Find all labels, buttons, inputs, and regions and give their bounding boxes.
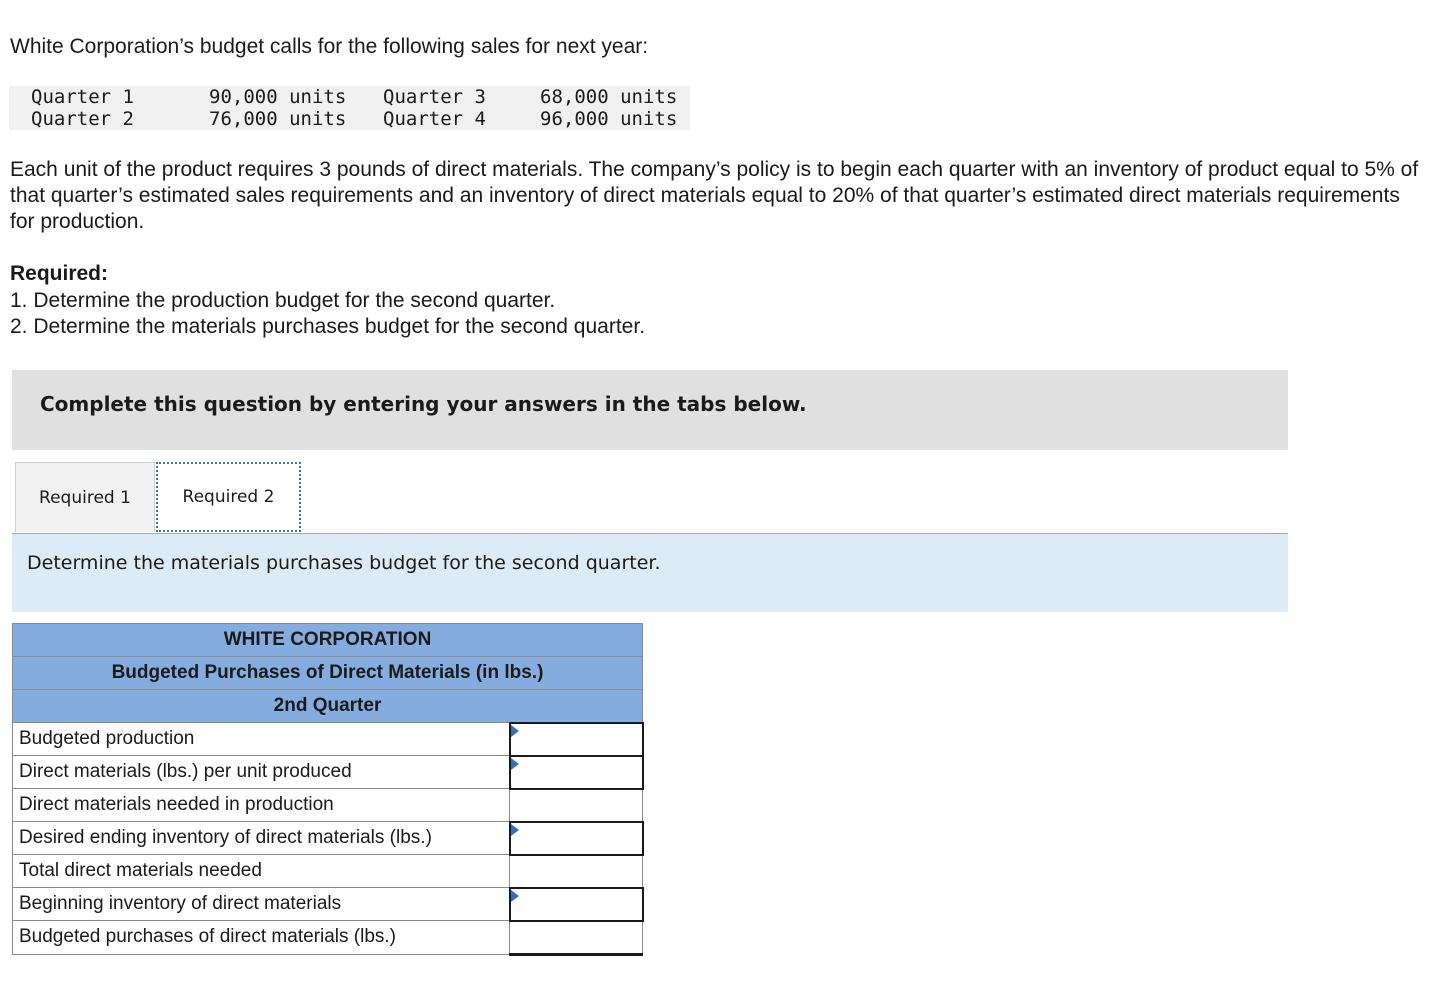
quarter-units: 90,000 units xyxy=(209,86,383,108)
tab-label: Required 2 xyxy=(182,487,275,507)
row-label: Total direct materials needed xyxy=(13,855,510,888)
sales-table xyxy=(9,86,690,130)
sales-row xyxy=(9,108,690,130)
intro-text: White Corporation’s budget calls for the following sales for next year: xyxy=(10,35,649,58)
instruction-box xyxy=(12,370,1288,450)
required-heading: Required: xyxy=(10,262,109,285)
value-cell xyxy=(510,822,643,855)
header-row xyxy=(13,624,643,657)
value-cell xyxy=(510,888,643,921)
value-cell xyxy=(510,723,643,756)
total-materials-needed-input[interactable] xyxy=(510,856,642,887)
problem-paragraph: Each unit of the product requires 3 pounds of direct materials. The company’s policy is to begin each quarter with an inventory of product equal to 5% of that quarter’s estimated sales requirements and an inventory of direct materials equal to 20% of that quarter’s estimated direct materials requirements for production. xyxy=(10,158,1419,233)
quarter-units: 76,000 units xyxy=(209,108,383,130)
budget-table xyxy=(12,623,644,956)
value-cell xyxy=(510,789,643,822)
row-label: Direct materials needed in production xyxy=(13,789,510,822)
table-row xyxy=(13,888,643,921)
row-label: Beginning inventory of direct materials xyxy=(13,888,510,921)
quarter-units: 68,000 units xyxy=(540,86,690,108)
desired-ending-inventory-input[interactable] xyxy=(511,823,642,854)
tab-description: Determine the materials purchases budget for the second quarter. xyxy=(27,552,661,574)
value-cell xyxy=(510,756,643,789)
budgeted-production-input[interactable] xyxy=(511,724,642,755)
table-row xyxy=(13,789,643,822)
quarter-label: Quarter 1 xyxy=(9,86,209,108)
budget-title: Budgeted Purchases of Direct Materials (in lbs.) xyxy=(13,657,643,690)
quarter-units: 96,000 units xyxy=(540,108,690,130)
quarter-label: Quarter 2 xyxy=(9,108,209,130)
table-row xyxy=(13,855,643,888)
tab-required-2[interactable] xyxy=(156,462,301,532)
sales-row xyxy=(9,86,690,108)
input-marker-icon xyxy=(511,725,519,737)
budget-period: 2nd Quarter xyxy=(13,690,643,723)
value-cell xyxy=(510,921,643,955)
input-marker-icon xyxy=(511,824,519,836)
beginning-inventory-input[interactable] xyxy=(511,889,642,920)
input-marker-icon xyxy=(511,758,519,770)
required-item: 1. Determine the production budget for the second quarter. xyxy=(10,289,556,312)
row-label: Desired ending inventory of direct materials (lbs.) xyxy=(13,822,510,855)
materials-per-unit-input[interactable] xyxy=(511,757,642,788)
value-cell xyxy=(510,855,643,888)
row-label: Budgeted purchases of direct materials (lbs.) xyxy=(13,921,510,955)
company-name: WHITE CORPORATION xyxy=(13,624,643,657)
tab-required-1[interactable] xyxy=(15,462,155,532)
quarter-label: Quarter 3 xyxy=(383,86,540,108)
budgeted-purchases-input[interactable] xyxy=(510,922,642,953)
row-label: Direct materials (lbs.) per unit produced xyxy=(13,756,510,789)
row-label: Budgeted production xyxy=(13,723,510,756)
instruction-text: Complete this question by entering your answers in the tabs below. xyxy=(40,392,807,416)
tab-description-box xyxy=(12,534,1288,612)
materials-needed-production-input[interactable] xyxy=(510,790,642,821)
quarter-label: Quarter 4 xyxy=(383,108,540,130)
tab-label: Required 1 xyxy=(39,487,131,508)
table-row xyxy=(13,921,643,955)
table-row xyxy=(13,756,643,789)
required-list xyxy=(10,288,645,340)
input-marker-icon xyxy=(511,890,519,902)
table-row xyxy=(13,822,643,855)
header-row xyxy=(13,690,643,723)
table-row xyxy=(13,723,643,756)
required-item: 2. Determine the materials purchases budget for the second quarter. xyxy=(10,315,646,338)
header-row xyxy=(13,657,643,690)
